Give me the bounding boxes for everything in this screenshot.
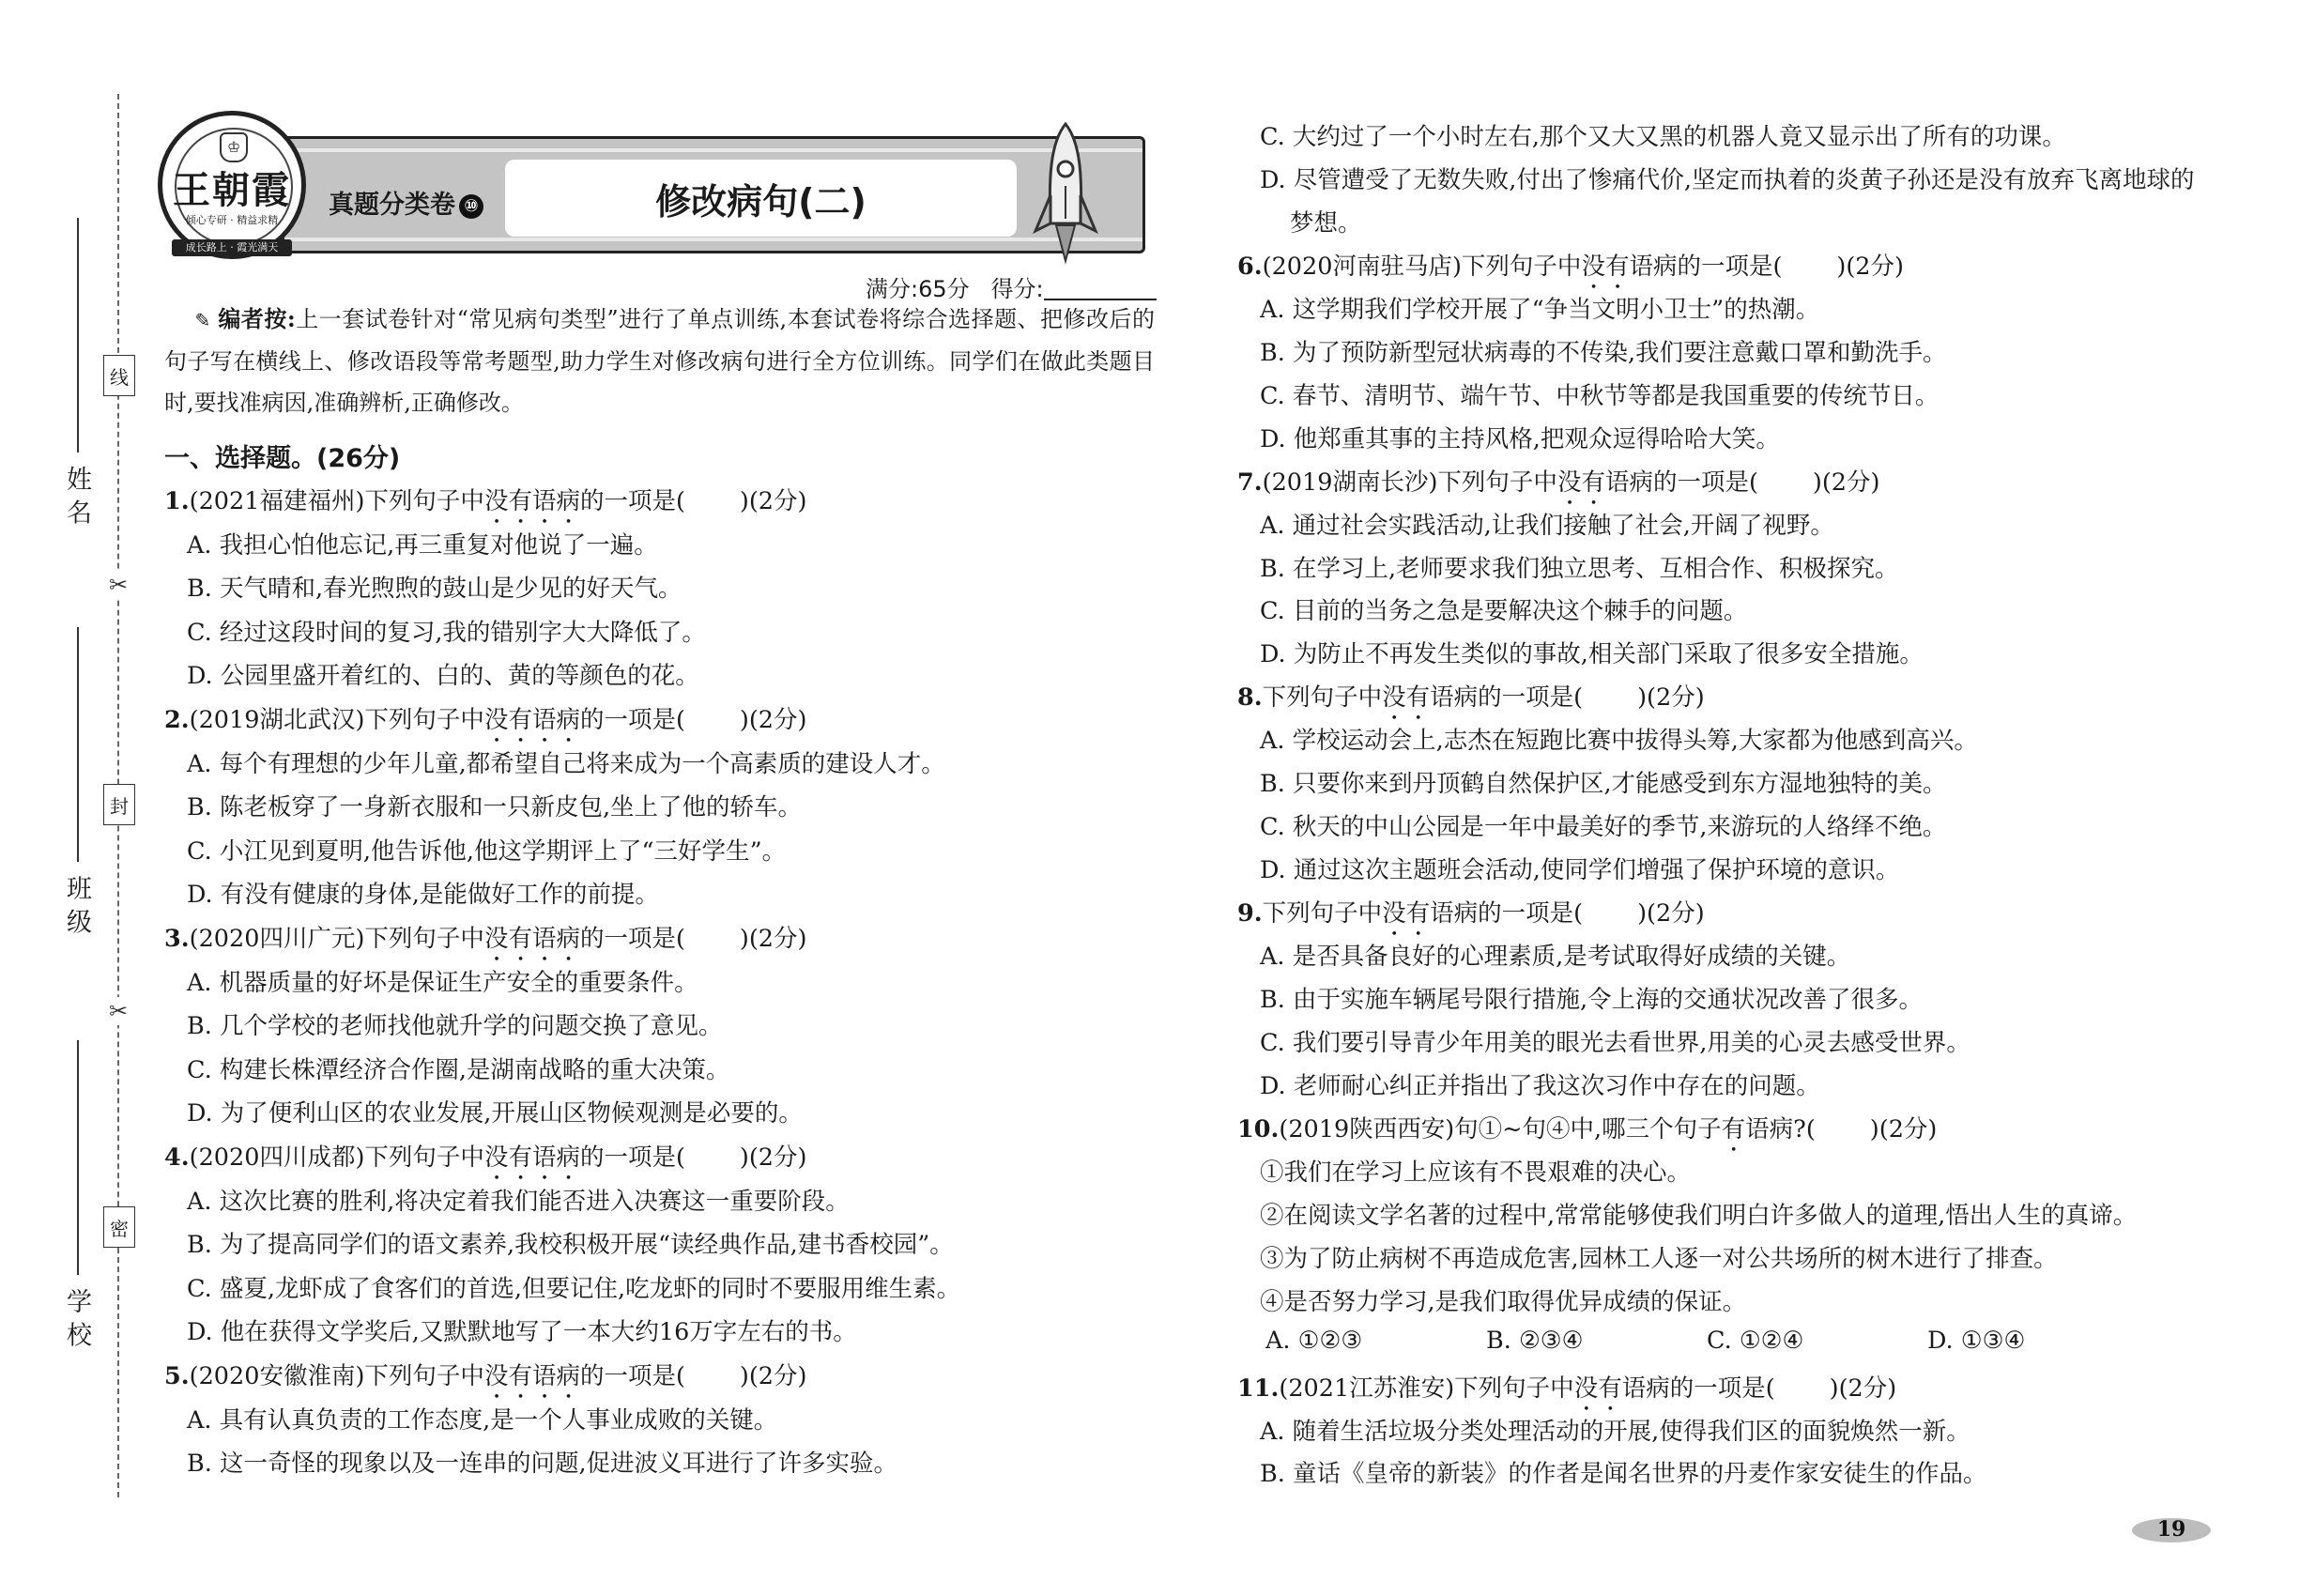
answer-option[interactable]: ③为了防止病树不再造成危害,园林工人逐一对公共场所的树木进行了排查。: [1260, 1244, 2058, 1273]
question-number: 10.: [1237, 1114, 1280, 1143]
question-number: 8.: [1237, 683, 1263, 713]
question-stem: 11.(2021江苏淮安)下列句子中没有语病的一项是( )(2分): [1237, 1373, 1897, 1403]
answer-option[interactable]: D. 尽管遭受了无数失败,付出了惨痛代价,坚定而执着的炎黄子孙还是没有放弃飞离地球的: [1260, 165, 2195, 194]
answer-option[interactable]: B. 天气晴和,春光煦煦的鼓山是少见的好天气。: [187, 575, 682, 604]
answer-option[interactable]: A. ①②③: [1265, 1326, 1363, 1355]
emphasis-text: 没有语病: [483, 706, 580, 734]
question-stem: 7.(2019湖南长沙)下列句子中没有语病的一项是( )(2分): [1237, 468, 1880, 497]
question-stem: 8.下列句子中没有语病的一项是( )(2分): [1237, 683, 1705, 713]
question-number: 11.: [1237, 1373, 1280, 1403]
section-heading: 一、选择题。(26分): [164, 444, 401, 473]
emphasis-text: 没有语病: [483, 1143, 580, 1172]
answer-option[interactable]: ②在阅读文学名著的过程中,常常能够使我们明白许多做人的道理,悟出人生的真谛。: [1260, 1201, 2138, 1230]
answer-option[interactable]: B. 由于实施车辆尾号限行措施,令上海的交通状况改善了很多。: [1260, 986, 1924, 1014]
cut-mark-secret: 密: [103, 1206, 135, 1248]
answer-option[interactable]: C. ①②④: [1707, 1326, 1804, 1355]
answer-option[interactable]: A. 我担心怕他忘记,再三重复对他说了一遍。: [187, 530, 658, 560]
question-source: (2020四川广元): [189, 925, 365, 953]
emphasis-text: 有: [1721, 1114, 1746, 1143]
answer-option[interactable]: A. 这次比赛的胜利,将决定着我们能否进入决赛这一重要阶段。: [187, 1187, 850, 1216]
answer-option[interactable]: D. 公园里盛开着红的、白的、黄的等颜色的花。: [187, 662, 699, 691]
question-stem: 1.(2021福建福州)下列句子中没有语病的一项是( )(2分): [164, 487, 807, 515]
answer-option[interactable]: ④是否努力学习,是我们取得优异成绩的保证。: [1260, 1287, 1747, 1316]
question-stem: 10.(2019陕西西安)句①~句④中,哪三个句子有语病?( )(2分): [1237, 1114, 1938, 1143]
answer-option[interactable]: C. 我们要引导青少年用美的眼光去看世界,用美的心灵去感受世界。: [1260, 1028, 1970, 1057]
answer-option[interactable]: C. 构建长株潭经济合作圈,是湖南战略的重大决策。: [187, 1055, 730, 1084]
answer-option[interactable]: A. 具有认真负责的工作态度,是一个人事业成败的关键。: [187, 1405, 778, 1435]
answer-option[interactable]: A. 随着生活垃圾分类处理活动的开展,使得我们区的面貌焕然一新。: [1260, 1417, 1970, 1446]
series-label: 真题分类卷 ⑩: [329, 184, 483, 221]
scissors-icon: ✂: [104, 997, 132, 1025]
rocket-icon: [1028, 120, 1103, 270]
answer-option[interactable]: C. 春节、清明节、端午节、中秋节等都是我国重要的传统节日。: [1260, 381, 1940, 410]
answer-option[interactable]: C. 经过这段时间的复习,我的错别字大大降低了。: [187, 618, 706, 647]
emphasis-text: 没有: [1581, 252, 1630, 281]
question-source: (2020河南驻马店): [1262, 252, 1462, 281]
answer-option[interactable]: D. 老师耐心纠正并指出了我这次习作中存在的问题。: [1260, 1071, 1820, 1100]
class-underline: [77, 627, 79, 862]
editor-label: 编者按:: [218, 305, 296, 332]
page-title: 修改病句(二): [655, 181, 866, 223]
emphasis-text: 没有语病: [483, 487, 580, 515]
pen-icon: ✎: [194, 309, 211, 331]
title-box: [505, 160, 1017, 237]
score-label: 得分:: [990, 276, 1044, 302]
answer-option[interactable]: C. 小江见到夏明,他告诉他,他这学期评上了“三好学生”。: [187, 836, 787, 866]
question-stem: 6.(2020河南驻马店)下列句子中没有语病的一项是( )(2分): [1237, 252, 1904, 281]
school-underline: [77, 1040, 79, 1275]
answer-option[interactable]: D. 通过这次主题班会活动,使同学们增强了保护环境的意识。: [1260, 856, 1900, 885]
svg-text:19: 19: [2156, 1517, 2186, 1542]
brand-logo: ♔ 王朝霞 倾心专研 · 精益求精 成长路上 · 霞光满天: [158, 111, 306, 259]
question-source: (2021福建福州): [189, 487, 365, 515]
editor-note: [164, 299, 1155, 423]
name-underline: [77, 218, 79, 453]
answer-option[interactable]: D. 他在获得文学奖后,又默默地写了一本大约16万字左右的书。: [187, 1318, 857, 1347]
emphasis-text: 没有语病: [483, 925, 580, 953]
question-source: (2019湖南长沙): [1262, 468, 1438, 497]
question-stem: 2.(2019湖北武汉)下列句子中没有语病的一项是( )(2分): [164, 706, 807, 734]
question-number: 1.: [164, 487, 190, 515]
answer-option[interactable]: B. 几个学校的老师找他就升学的问题交换了意见。: [187, 1012, 723, 1041]
answer-option[interactable]: A. 每个有理想的少年儿童,都希望自己将来成为一个高素质的建设人才。: [187, 749, 945, 778]
answer-option[interactable]: B. 为了预防新型冠状病毒的不传染,我们要注意戴口罩和勤洗手。: [1260, 338, 1947, 367]
option-continuation: 梦想。: [1290, 208, 1362, 238]
emphasis-text: 没有: [1382, 683, 1431, 713]
answer-option[interactable]: B. 在学习上,老师要求我们独立思考、互相合作、积极探究。: [1260, 554, 1899, 583]
question-stem: 4.(2020四川成都)下列句子中没有语病的一项是( )(2分): [164, 1143, 807, 1172]
question-number: 2.: [164, 706, 190, 734]
answer-option[interactable]: B. 陈老板穿了一身新衣服和一只新皮包,坐上了他的轿车。: [187, 793, 803, 822]
question-source: (2019湖北武汉): [189, 706, 365, 734]
emphasis-text: 没有: [1382, 899, 1431, 928]
name-field[interactable]: [52, 218, 108, 528]
cut-mark-seal: 封: [103, 784, 135, 825]
answer-option[interactable]: B. 童话《皇帝的新装》的作者是闻名世界的丹麦作家安徒生的作品。: [1260, 1460, 1987, 1489]
page-number-badge: [2129, 1512, 2214, 1545]
answer-option[interactable]: A. 这学期我们学校开展了“争当文明小卫士”的热潮。: [1260, 295, 1820, 324]
question-number: 5.: [164, 1362, 190, 1390]
answer-option[interactable]: A. 学校运动会上,志杰在短跑比赛中拔得头筹,大家都为他感到高兴。: [1260, 727, 1978, 756]
question-source: (2020四川成都): [189, 1143, 365, 1172]
question-number: 3.: [164, 925, 190, 953]
answer-option[interactable]: B. ②③④: [1486, 1326, 1584, 1355]
answer-option[interactable]: D. 他郑重其事的主持风格,把观众逗得哈哈大笑。: [1260, 424, 1780, 453]
answer-option[interactable]: A. 是否具备良好的心理素质,是考试取得好成绩的关键。: [1260, 943, 1851, 972]
editor-text: 上一套试卷针对“常见病句类型”进行了单点训练,本套试卷将综合选择题、把修改后的句子写在横线上、修改语段等常考题型,助力学生对修改病句进行全方位训练。同学们在做此类题目时,要找准病因,准确辨析,正确修改。: [164, 306, 1156, 416]
answer-option[interactable]: ①我们在学习上应该有不畏艰难的决心。: [1260, 1158, 1692, 1187]
answer-option[interactable]: D. 为了便利山区的农业发展,开展山区物候观测是必要的。: [187, 1099, 803, 1128]
question-number: 9.: [1237, 899, 1263, 928]
emphasis-text: 没有: [1556, 468, 1605, 497]
answer-option[interactable]: C. 秋天的中山公园是一年中最美好的季节,来游玩的人络绎不绝。: [1260, 813, 1947, 842]
question-source: (2020安徽淮南): [189, 1362, 365, 1390]
cut-mark-line: 线: [103, 355, 135, 396]
class-label: 班 级: [62, 875, 91, 934]
class-field[interactable]: [52, 627, 108, 937]
school-label: 学 校: [62, 1288, 91, 1347]
answer-option[interactable]: B. 只要你来到丹顶鹤自然保护区,才能感受到东方湿地独特的美。: [1260, 770, 1947, 799]
answer-option[interactable]: D. 有没有健康的身体,是能做好工作的前提。: [187, 881, 659, 910]
answer-option[interactable]: C. 目前的当务之急是要解决这个棘手的问题。: [1260, 597, 1748, 626]
answer-option[interactable]: B. 这一奇怪的现象以及一连串的问题,促进波义耳进行了许多实验。: [187, 1450, 898, 1479]
emphasis-text: 没有语病: [483, 1362, 580, 1390]
question-source: (2021江苏淮安): [1279, 1373, 1455, 1403]
question-number: 4.: [164, 1143, 190, 1172]
school-field[interactable]: [52, 1040, 108, 1350]
scissors-icon: ✂: [104, 571, 132, 599]
question-source: (2019陕西西安): [1279, 1114, 1455, 1143]
answer-option[interactable]: C. 大约过了一个小时左右,那个又大又黑的机器人竟又显示出了所有的功课。: [1260, 123, 2066, 151]
answer-option[interactable]: A. 通过社会实践活动,让我们接触了社会,开阔了视野。: [1260, 511, 1834, 540]
score-blank[interactable]: [1044, 274, 1157, 300]
answer-option[interactable]: B. 为了提高同学们的语文素养,我校积极开展“读经典作品,建书香校园”。: [187, 1231, 954, 1260]
full-score: 满分:65分: [866, 276, 970, 302]
question-stem: 3.(2020四川广元)下列句子中没有语病的一项是( )(2分): [164, 925, 807, 953]
answer-option[interactable]: A. 机器质量的好坏是保证生产安全的重要条件。: [187, 968, 698, 997]
answer-option[interactable]: D. 为防止不再发生类似的事故,相关部门采取了很多安全措施。: [1260, 640, 1924, 669]
emphasis-text: 没有: [1573, 1373, 1622, 1403]
question-stem: 5.(2020安徽淮南)下列句子中没有语病的一项是( )(2分): [164, 1362, 807, 1390]
question-number: 7.: [1237, 468, 1263, 497]
question-stem: 9.下列句子中没有语病的一项是( )(2分): [1237, 899, 1705, 928]
answer-option[interactable]: C. 盛夏,龙虾成了食客们的首选,但要记住,吃龙虾的同时不要服用维生素。: [187, 1274, 961, 1303]
answer-option[interactable]: D. ①③④: [1927, 1326, 2026, 1355]
name-label: 姓 名: [62, 466, 91, 525]
question-number: 6.: [1237, 252, 1263, 281]
